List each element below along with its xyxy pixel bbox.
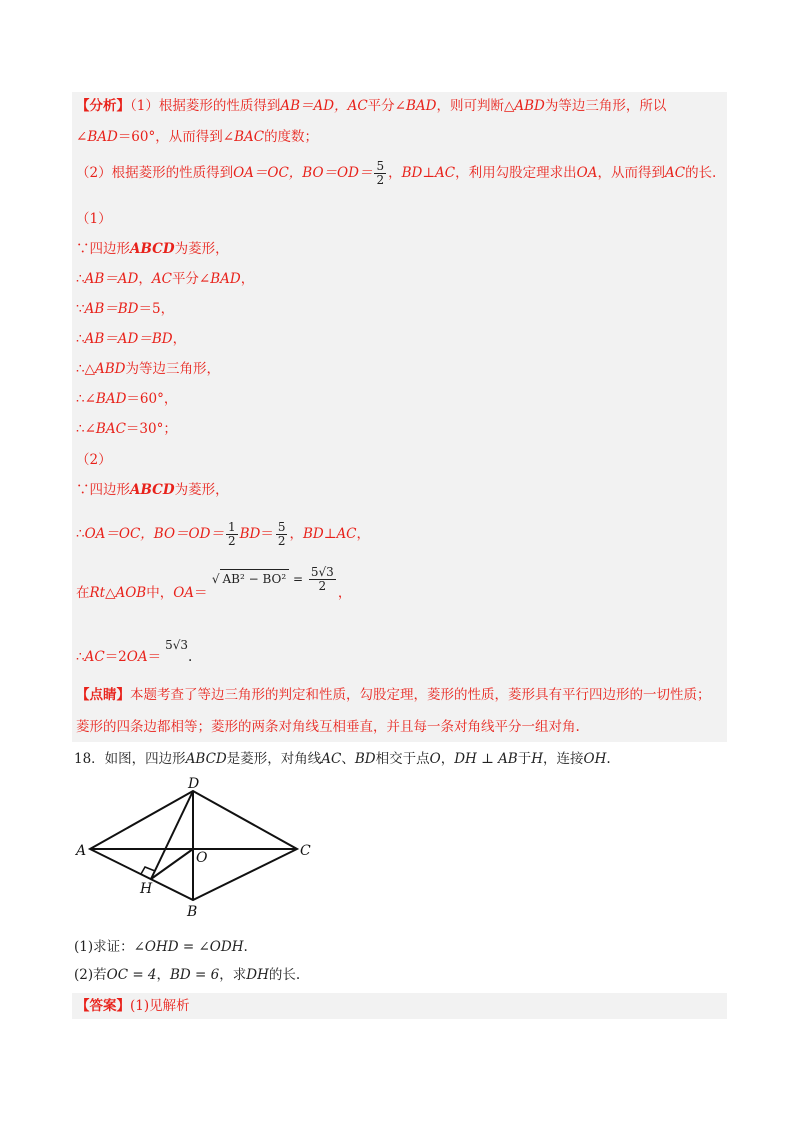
solution-step: ∴OA＝OC，BO＝OD＝ $\frac{1}{2}$ BD＝ $\frac{5}{2}$ ，BD⊥AC， <box>76 520 371 548</box>
label-c: C <box>300 843 311 859</box>
analysis-tag: 【分析】 <box>76 98 130 114</box>
solution-step: ∵四边形ABCD为菱形， <box>76 482 229 498</box>
solution-step: ∴AB＝AD＝BD， <box>76 331 187 347</box>
solution-step: ∴∠BAD＝60°， <box>76 391 178 407</box>
comment-tag: 【点睛】 <box>76 687 130 703</box>
label-o: O <box>196 850 208 866</box>
fraction: $\frac{5√3}{2}$ <box>310 565 334 593</box>
fraction: $\frac{1}{2}$ <box>227 520 236 548</box>
solution-step: ∴AB＝AD，AC平分∠BAD， <box>76 271 255 287</box>
comment-line-2: 菱形的四条边都相等；菱形的两条对角线互相垂直，并且每一条对角线平分一组对角. <box>76 719 580 735</box>
answer-line: 【答案】(1)见解析 <box>76 998 190 1014</box>
comment-line-1: 【点睛】本题考查了等边三角形的判定和性质，勾股定理，菱形的性质，菱形具有平行四边形的一切性质； <box>76 687 711 703</box>
analysis-line-2: ∠BAD＝60°，从而得到∠BAC的度数； <box>76 129 319 145</box>
solution-step: ∵AB＝BD＝5， <box>76 301 175 317</box>
solution-step: ∴∠BAC＝30°； <box>76 421 177 437</box>
segment-dh <box>151 791 193 879</box>
answer-tag: 【答案】 <box>76 998 130 1014</box>
part1-label: （1） <box>76 211 112 227</box>
label-d: D <box>188 776 200 792</box>
solution-step: 在Rt△AOB中，OA＝ √ AB² − BO² = $\frac{5√3}{2}$ ， <box>76 565 352 601</box>
fraction: $\frac{5}{2}$ <box>376 159 385 187</box>
label-h: H <box>140 881 153 897</box>
label-a: A <box>76 843 87 859</box>
analysis-line-1: 【分析】（1）根据菱形的性质得到AB＝AD，AC平分∠BAD，则可判断△ABD为等边三角形，所以 <box>76 98 667 114</box>
sqrt-expression: √ AB² − BO² = $\frac{5√3}{2}$ <box>211 565 334 593</box>
question-18-part-2: (2)若OC = 4，BD = 6，求DH的长. <box>74 967 301 983</box>
solution-step: ∴AC＝2OA＝5√3. <box>76 638 193 665</box>
analysis-line-3: （2）根据菱形的性质得到OA＝OC，BO＝OD＝ $\frac{5}{2}$ ，BD⊥AC，利用勾股定理求出OA，从而得到AC的长. <box>76 159 717 187</box>
rhombus-figure <box>72 775 332 920</box>
solution-step: ∵四边形ABCD为菱形， <box>76 241 229 257</box>
question-18-part-1: (1)求证：∠OHD = ∠ODH. <box>74 939 248 955</box>
question-18-stem: 18．如图，四边形ABCD是菱形，对角线AC、BD相交于点O，DH ⊥ AB于H，连接OH. <box>74 751 611 767</box>
label-b: B <box>187 904 198 920</box>
fraction: $\frac{5}{2}$ <box>277 520 286 548</box>
solution-step: ∴△ABD为等边三角形， <box>76 361 220 377</box>
part2-label: （2） <box>76 452 112 468</box>
